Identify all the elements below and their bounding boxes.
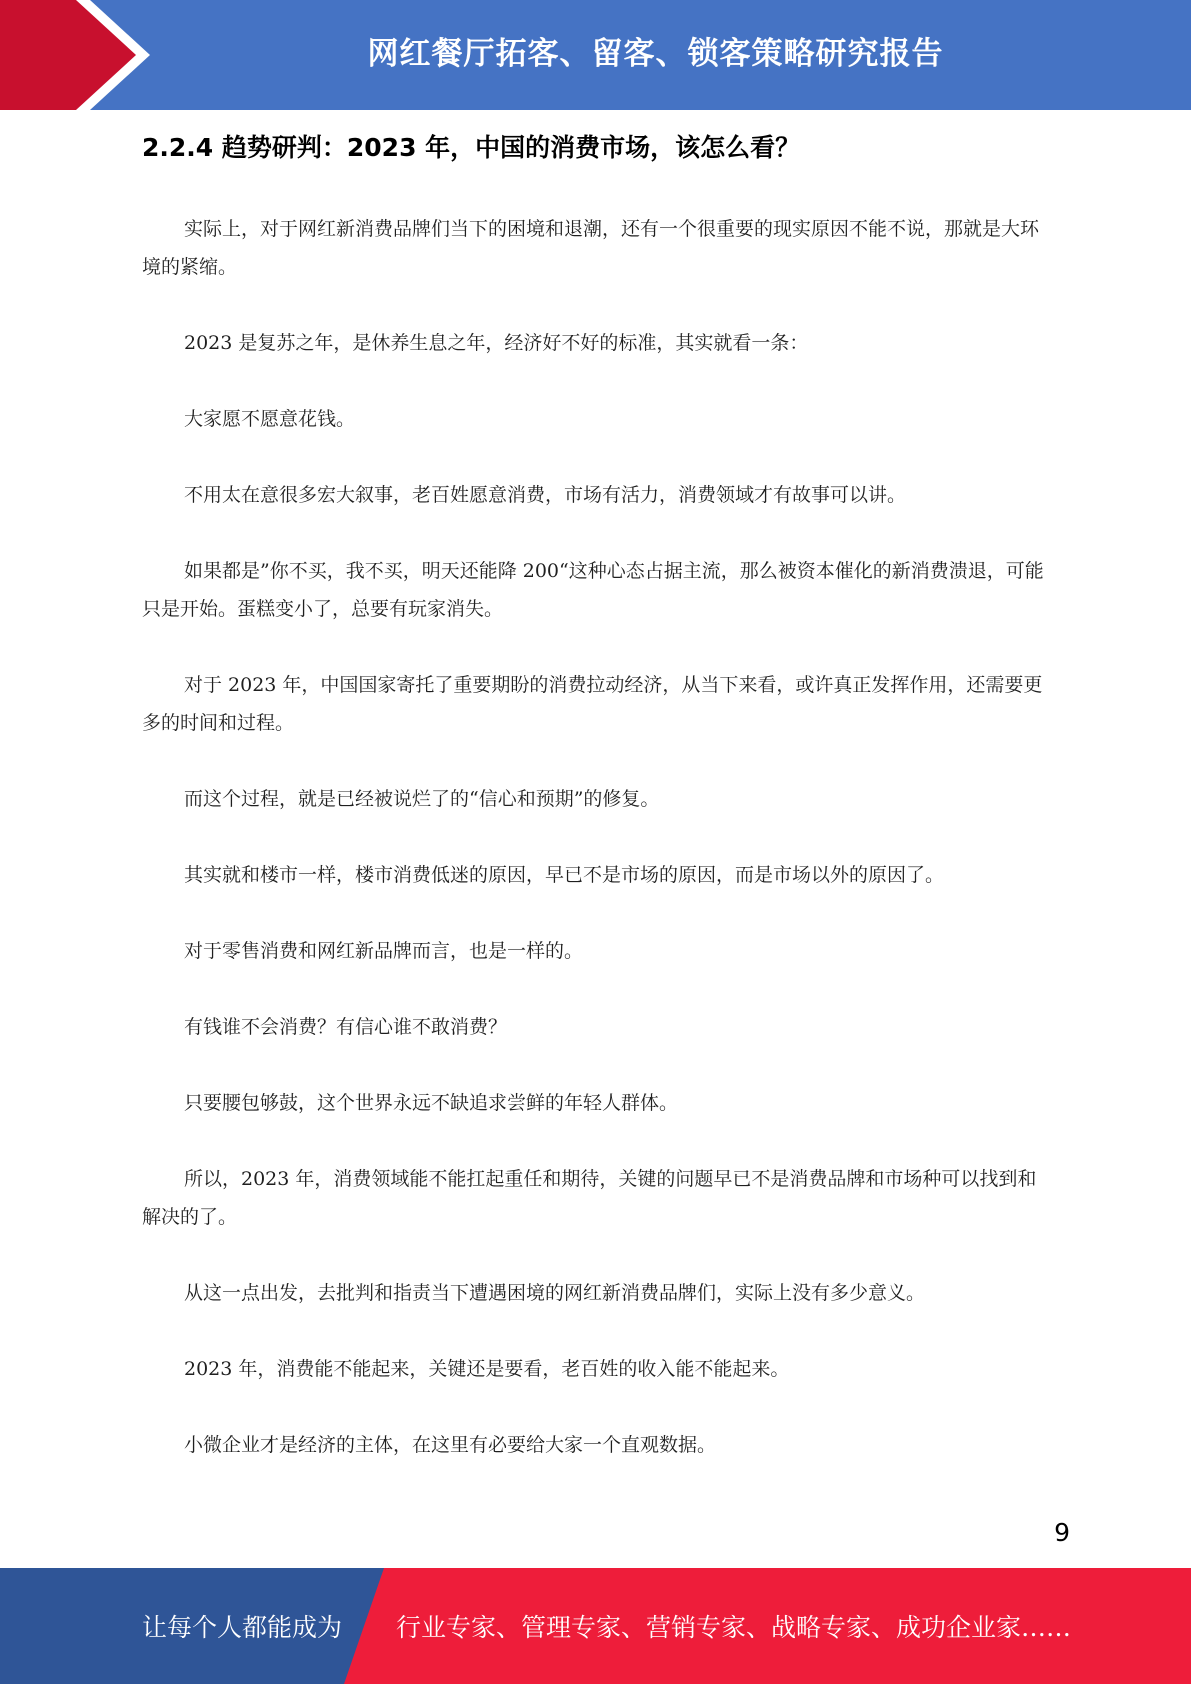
body-paragraph: 2023 是复苏之年，是休养生息之年，经济好不好的标准，其实就看一条： xyxy=(184,332,809,354)
body-paragraph: 有钱谁不会消费？有信心谁不敢消费？ xyxy=(184,1016,508,1038)
footer-slogan-left: 让每个人都能成为 xyxy=(142,1613,343,1642)
body-paragraph: 实际上，对于网红新消费品牌们当下的困境和退潮，还有一个很重要的现实原因不能不说，那就是大环境的紧缩。 xyxy=(142,218,1040,278)
report-title: 网红餐厅拓客、留客、锁客策略研究报告 xyxy=(367,35,944,72)
body-paragraph: 对于零售消费和网红新品牌而言，也是一样的。 xyxy=(184,940,584,962)
body-paragraph: 从这一点出发，去批判和指责当下遭遇困境的网红新消费品牌们，实际上没有多少意义。 xyxy=(184,1282,926,1304)
body-paragraph: 小微企业才是经济的主体，在这里有必要给大家一个直观数据。 xyxy=(184,1434,717,1456)
page-number: 9 xyxy=(1054,1518,1070,1547)
body-paragraph: 其实就和楼市一样，楼市消费低迷的原因，早已不是市场的原因，而是市场以外的原因了。 xyxy=(184,864,945,886)
body-paragraph: 只要腰包够鼓，这个世界永远不缺追求尝鲜的年轻人群体。 xyxy=(184,1092,679,1114)
footer-slogan-right: 行业专家、管理专家、营销专家、战略专家、成功企业家…… xyxy=(396,1613,1072,1642)
body-paragraph: 如果都是”你不买，我不买，明天还能降 200“这种心态占据主流，那么被资本催化的新消费溃退，可能只是开始。蛋糕变小了，总要有玩家消失。 xyxy=(142,560,1044,620)
body-paragraph: 对于 2023 年，中国国家寄托了重要期盼的消费拉动经济，从当下来看，或许真正发挥作用，还需要更多的时间和过程。 xyxy=(142,674,1043,734)
body-paragraph: 大家愿不愿意花钱。 xyxy=(184,408,356,430)
body-paragraph: 而这个过程，就是已经被说烂了的“信心和预期”的修复。 xyxy=(184,788,660,810)
page-header xyxy=(0,0,1191,110)
page-footer xyxy=(0,1568,1191,1684)
section-heading: 2.2.4 趋势研判：2023 年，中国的消费市场，该怎么看？ xyxy=(142,133,801,162)
body-paragraph: 不用太在意很多宏大叙事，老百姓愿意消费，市场有活力，消费领域才有故事可以讲。 xyxy=(184,484,907,506)
red-arrow-shape xyxy=(0,0,160,110)
body-paragraph: 所以，2023 年，消费领域能不能扛起重任和期待，关键的问题早已不是消费品牌和市场种可以找到和解决的了。 xyxy=(142,1168,1037,1228)
body-paragraph: 2023 年，消费能不能起来，关键还是要看，老百姓的收入能不能起来。 xyxy=(184,1358,790,1380)
